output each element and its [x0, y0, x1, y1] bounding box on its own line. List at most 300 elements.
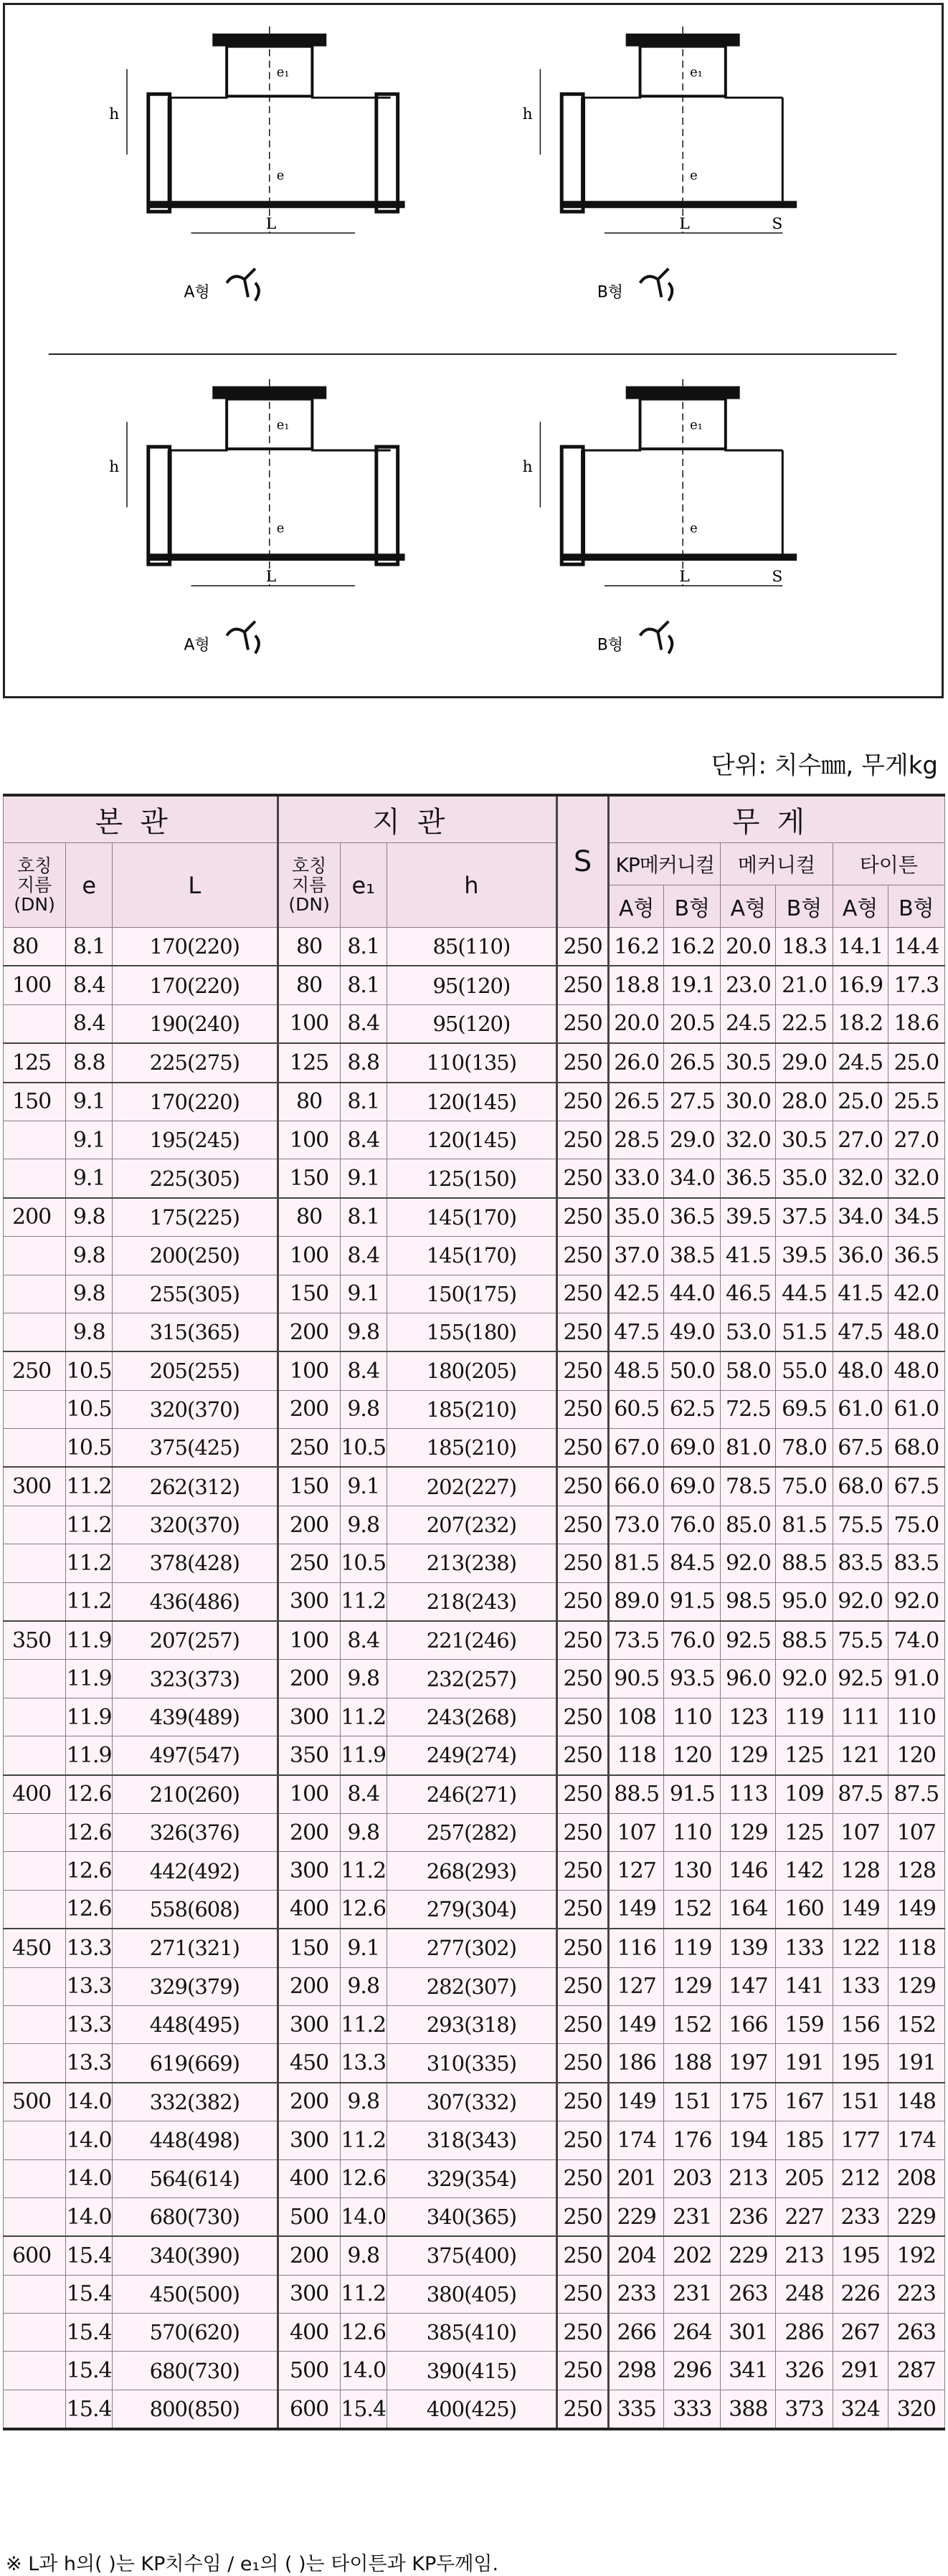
cell-tyton-b: 18.6	[888, 1004, 944, 1043]
cell-tyton-b: 208	[888, 2159, 944, 2197]
cell-mech-a: 341	[721, 2352, 776, 2390]
type-label: A형	[184, 636, 210, 655]
cell-dn	[4, 2352, 66, 2390]
cell-mech-b: 39.5	[776, 1237, 833, 1275]
cell-branch-h: 232(257)	[387, 1660, 556, 1698]
cell-s-value: 250	[557, 2083, 609, 2121]
cell-kp-mech-a: 60.5	[609, 1390, 664, 1428]
cell-branch-e1: 9.8	[340, 1313, 387, 1351]
cell-s-value: 250	[557, 1506, 609, 1544]
cell-main-L: 450(500)	[113, 2275, 278, 2313]
cell-tyton-a: 14.1	[833, 928, 888, 966]
cell-tyton-b: 192	[888, 2236, 944, 2275]
cell-main-L: 262(312)	[113, 1467, 278, 1506]
cell-s-value: 250	[557, 1967, 609, 2005]
table-row	[4, 2236, 945, 2275]
cell-branch-e1: 14.0	[340, 2352, 387, 2390]
cell-s-value: 250	[557, 2314, 609, 2352]
table-row	[4, 1198, 945, 1237]
cell-mech-a: 129	[721, 1813, 776, 1851]
cell-dn: 125	[4, 1043, 66, 1082]
header-main-pipe: 본관	[4, 795, 278, 843]
cell-tyton-a: 291	[833, 2352, 888, 2390]
cell-tyton-a: 83.5	[833, 1544, 888, 1582]
cell-s-value: 250	[557, 1775, 609, 1814]
cell-kp-mech-a: 35.0	[609, 1198, 664, 1237]
cell-tyton-b: 36.5	[888, 1237, 944, 1275]
cell-main-L: 680(730)	[113, 2352, 278, 2390]
cell-kp-mech-b: 110	[664, 1698, 721, 1736]
cell-mech-b: 141	[776, 1967, 833, 2005]
cell-branch-h: 185(210)	[387, 1390, 556, 1428]
header-kp-mechanical: KP메커니컬	[609, 843, 721, 885]
header-type-a: A형	[609, 885, 664, 928]
cell-branch-e1: 8.1	[340, 966, 387, 1004]
cell-main-e: 13.3	[66, 1929, 113, 1967]
cell-s-value: 250	[557, 1275, 609, 1313]
cell-kp-mech-b: 151	[664, 2083, 721, 2121]
cell-main-L: 315(365)	[113, 1313, 278, 1351]
cell-tyton-a: 122	[833, 1929, 888, 1967]
table-row	[4, 1890, 945, 1929]
header-tyton: 타이튼	[833, 843, 944, 885]
cell-s-value: 250	[557, 1852, 609, 1890]
header-type-b: B형	[888, 885, 944, 928]
cell-mech-b: 95.0	[776, 1582, 833, 1621]
nominal-line-3: (DN)	[288, 894, 330, 915]
cell-branch-h: 268(293)	[387, 1852, 556, 1890]
cell-tyton-b: 129	[888, 1967, 944, 2005]
header-h: h	[387, 843, 556, 928]
cell-tyton-b: 91.0	[888, 1660, 944, 1698]
dim-h-label: h	[109, 105, 120, 124]
cell-branch-e1: 12.6	[340, 2314, 387, 2352]
cell-branch-h: 249(274)	[387, 1736, 556, 1775]
cell-kp-mech-b: 93.5	[664, 1660, 721, 1698]
cell-branch-h: 221(246)	[387, 1621, 556, 1660]
cell-kp-mech-a: 229	[609, 2197, 664, 2236]
cell-branch-dn: 80	[278, 1083, 340, 1121]
cell-main-L: 448(495)	[113, 2005, 278, 2043]
cell-branch-e1: 9.1	[340, 1929, 387, 1967]
cell-branch-e1: 10.5	[340, 1544, 387, 1582]
cell-mech-b: 44.5	[776, 1275, 833, 1313]
cell-s-value: 250	[557, 1043, 609, 1082]
cell-main-e: 14.0	[66, 2159, 113, 2197]
nominal-line-1: 호칭	[16, 855, 52, 876]
cell-kp-mech-b: 119	[664, 1929, 721, 1967]
cell-branch-dn: 500	[278, 2352, 340, 2390]
cell-tyton-a: 149	[833, 1890, 888, 1929]
cell-branch-dn: 600	[278, 2390, 340, 2429]
table-row	[4, 1775, 945, 1814]
cell-main-L: 326(376)	[113, 1813, 278, 1851]
table-row	[4, 2005, 945, 2043]
cell-dn	[4, 2275, 66, 2313]
cell-dn	[4, 1967, 66, 2005]
table-row	[4, 1813, 945, 1851]
cell-mech-b: 92.0	[776, 1660, 833, 1698]
nominal-line-2: 지름	[291, 875, 327, 895]
cell-dn	[4, 1004, 66, 1043]
cell-main-e: 15.4	[66, 2352, 113, 2390]
cell-tyton-a: 24.5	[833, 1043, 888, 1082]
cell-mech-b: 109	[776, 1775, 833, 1814]
cell-branch-dn: 150	[278, 1467, 340, 1506]
cell-branch-e1: 8.1	[340, 1083, 387, 1121]
cell-branch-e1: 11.2	[340, 2005, 387, 2043]
cell-main-e: 10.5	[66, 1390, 113, 1428]
cell-mech-a: 96.0	[721, 1660, 776, 1698]
cell-kp-mech-a: 107	[609, 1813, 664, 1851]
cell-branch-h: 85(110)	[387, 928, 556, 966]
cell-mech-b: 22.5	[776, 1004, 833, 1043]
table-row	[4, 1390, 945, 1428]
cell-s-value: 250	[557, 1698, 609, 1736]
cell-branch-h: 185(210)	[387, 1429, 556, 1468]
cell-tyton-b: 74.0	[888, 1621, 944, 1660]
cell-mech-a: 129	[721, 1736, 776, 1775]
cell-branch-e1: 9.8	[340, 1813, 387, 1851]
cell-main-e: 14.0	[66, 2197, 113, 2236]
cell-dn: 600	[4, 2236, 66, 2275]
main-outline	[170, 450, 391, 557]
cell-main-L: 340(390)	[113, 2236, 278, 2275]
cell-s-value: 250	[557, 1621, 609, 1660]
cell-kp-mech-b: 129	[664, 1967, 721, 2005]
cell-tyton-b: 14.4	[888, 928, 944, 966]
dim-e-label: e	[690, 168, 698, 184]
cell-dn: 200	[4, 1198, 66, 1237]
cell-kp-mech-a: 67.0	[609, 1429, 664, 1468]
table-row	[4, 1621, 945, 1660]
cell-dn: 450	[4, 1929, 66, 1967]
cell-kp-mech-a: 73.0	[609, 1506, 664, 1544]
cell-kp-mech-b: 29.0	[664, 1121, 721, 1159]
cell-kp-mech-b: 44.0	[664, 1275, 721, 1313]
cell-branch-e1: 9.1	[340, 1467, 387, 1506]
cell-tyton-b: 17.3	[888, 966, 944, 1004]
cell-tyton-a: 25.0	[833, 1083, 888, 1121]
cell-kp-mech-b: 50.0	[664, 1351, 721, 1390]
cell-tyton-a: 233	[833, 2197, 888, 2236]
cell-mech-b: 18.3	[776, 928, 833, 966]
cell-tyton-a: 75.5	[833, 1506, 888, 1544]
cell-dn	[4, 1237, 66, 1275]
cell-mech-b: 37.5	[776, 1198, 833, 1237]
cell-branch-e1: 8.4	[340, 1621, 387, 1660]
cell-mech-a: 197	[721, 2044, 776, 2083]
table-row	[4, 2121, 945, 2159]
dim-L-label: L	[679, 567, 690, 586]
cell-branch-h: 180(205)	[387, 1351, 556, 1390]
cell-mech-a: 23.0	[721, 966, 776, 1004]
cell-branch-e1: 14.0	[340, 2197, 387, 2236]
header-mechanical: 메커니컬	[721, 843, 833, 885]
cell-tyton-a: 41.5	[833, 1275, 888, 1313]
cell-mech-b: 81.5	[776, 1506, 833, 1544]
cell-main-L: 564(614)	[113, 2159, 278, 2197]
left-socket	[561, 94, 583, 212]
cell-tyton-b: 25.0	[888, 1043, 944, 1082]
cell-s-value: 250	[557, 928, 609, 966]
cell-kp-mech-a: 16.2	[609, 928, 664, 966]
cell-mech-b: 78.0	[776, 1429, 833, 1468]
cell-branch-h: 246(271)	[387, 1775, 556, 1814]
cell-dn	[4, 2005, 66, 2043]
cell-dn	[4, 1159, 66, 1198]
cell-mech-b: 133	[776, 1929, 833, 1967]
cell-kp-mech-b: 130	[664, 1852, 721, 1890]
cell-tyton-b: 68.0	[888, 1429, 944, 1468]
cell-dn	[4, 1429, 66, 1468]
cell-s-value: 250	[557, 2352, 609, 2390]
table-row	[4, 1467, 945, 1506]
cell-mech-a: 123	[721, 1698, 776, 1736]
cell-dn: 250	[4, 1351, 66, 1390]
cell-mech-b: 205	[776, 2159, 833, 2197]
cell-branch-h: 145(170)	[387, 1237, 556, 1275]
cell-main-L: 439(489)	[113, 1698, 278, 1736]
cell-dn	[4, 1698, 66, 1736]
cell-mech-b: 28.0	[776, 1083, 833, 1121]
cell-mech-b: 55.0	[776, 1351, 833, 1390]
cell-main-L: 448(498)	[113, 2121, 278, 2159]
cell-tyton-a: 27.0	[833, 1121, 888, 1159]
cell-s-value: 250	[557, 2197, 609, 2236]
nominal-line-2: 지름	[16, 875, 52, 895]
cell-branch-dn: 200	[278, 2083, 340, 2121]
cell-main-e: 11.2	[66, 1467, 113, 1506]
cell-mech-b: 373	[776, 2390, 833, 2429]
cell-mech-b: 125	[776, 1813, 833, 1851]
table-row	[4, 1275, 945, 1313]
cell-kp-mech-a: 18.8	[609, 966, 664, 1004]
cell-main-L: 175(225)	[113, 1198, 278, 1237]
cell-main-L: 170(220)	[113, 966, 278, 1004]
cell-main-e: 15.4	[66, 2275, 113, 2313]
cell-mech-a: 301	[721, 2314, 776, 2352]
cell-mech-b: 35.0	[776, 1159, 833, 1198]
cell-branch-dn: 300	[278, 1698, 340, 1736]
cell-s-value: 250	[557, 1890, 609, 1929]
cell-branch-h: 400(425)	[387, 2390, 556, 2429]
left-socket	[561, 447, 583, 564]
cell-branch-dn: 350	[278, 1736, 340, 1775]
cell-main-e: 9.8	[66, 1198, 113, 1237]
header-L: L	[113, 843, 278, 928]
cell-tyton-a: 47.5	[833, 1313, 888, 1351]
cell-kp-mech-a: 48.5	[609, 1351, 664, 1390]
cell-branch-h: 95(120)	[387, 966, 556, 1004]
cell-mech-b: 21.0	[776, 966, 833, 1004]
cell-kp-mech-b: 69.0	[664, 1429, 721, 1468]
cell-main-e: 12.6	[66, 1813, 113, 1851]
cell-main-L: 329(379)	[113, 1967, 278, 2005]
table-row	[4, 2352, 945, 2390]
cell-tyton-a: 32.0	[833, 1159, 888, 1198]
nominal-line-3: (DN)	[14, 894, 55, 915]
tee-variant-4	[523, 379, 797, 655]
cell-branch-dn: 400	[278, 2159, 340, 2197]
cell-mech-b: 191	[776, 2044, 833, 2083]
cell-tyton-b: 148	[888, 2083, 944, 2121]
cell-branch-h: 95(120)	[387, 1004, 556, 1043]
cell-tyton-a: 195	[833, 2236, 888, 2275]
dim-S-label: S	[772, 215, 783, 234]
cell-mech-a: 146	[721, 1852, 776, 1890]
cell-mech-b: 326	[776, 2352, 833, 2390]
cell-branch-e1: 11.2	[340, 1698, 387, 1736]
cell-kp-mech-b: 152	[664, 1890, 721, 1929]
cell-main-L: 323(373)	[113, 1660, 278, 1698]
cell-branch-e1: 12.6	[340, 1890, 387, 1929]
cell-main-e: 11.9	[66, 1698, 113, 1736]
cell-kp-mech-b: 34.0	[664, 1159, 721, 1198]
header-type-a: A형	[833, 885, 888, 928]
tee-diagram-figure	[3, 3, 944, 698]
table-row	[4, 966, 945, 1004]
cell-branch-e1: 9.8	[340, 1390, 387, 1428]
nominal-line-1: 호칭	[291, 855, 327, 876]
dim-L-label: L	[679, 215, 690, 234]
cell-tyton-a: 156	[833, 2005, 888, 2043]
table-row	[4, 1159, 945, 1198]
cell-main-L: 170(220)	[113, 1083, 278, 1121]
table-row	[4, 1660, 945, 1698]
cell-kp-mech-a: 26.0	[609, 1043, 664, 1082]
table-row	[4, 1313, 945, 1351]
table-row	[4, 1852, 945, 1890]
cell-kp-mech-a: 26.5	[609, 1083, 664, 1121]
cell-branch-dn: 200	[278, 1390, 340, 1428]
cell-tyton-b: 75.0	[888, 1506, 944, 1544]
cell-mech-a: 32.0	[721, 1121, 776, 1159]
cell-main-e: 14.0	[66, 2083, 113, 2121]
cell-mech-a: 98.5	[721, 1582, 776, 1621]
cell-main-L: 436(486)	[113, 1582, 278, 1621]
cell-mech-a: 41.5	[721, 1237, 776, 1275]
cell-dn: 400	[4, 1775, 66, 1814]
cell-s-value: 250	[557, 2236, 609, 2275]
cell-mech-b: 119	[776, 1698, 833, 1736]
cell-mech-b: 142	[776, 1852, 833, 1890]
tee-diagrams	[5, 5, 942, 696]
table-row	[4, 2314, 945, 2352]
cell-main-L: 200(250)	[113, 1237, 278, 1275]
cell-kp-mech-b: 296	[664, 2352, 721, 2390]
footnote: ※ L과 h의( )는 KP치수임 / e₁의 ( )는 타이튼과 KP두께임.	[6, 2553, 499, 2575]
cell-main-e: 14.0	[66, 2121, 113, 2159]
cell-tyton-a: 75.5	[833, 1621, 888, 1660]
cell-tyton-b: 34.5	[888, 1198, 944, 1237]
dim-h-label: h	[109, 457, 120, 476]
table-row	[4, 1506, 945, 1544]
cell-branch-dn: 400	[278, 2314, 340, 2352]
right-socket	[376, 94, 398, 212]
cell-kp-mech-a: 118	[609, 1736, 664, 1775]
cell-branch-h: 202(227)	[387, 1467, 556, 1506]
cell-main-L: 195(245)	[113, 1121, 278, 1159]
cell-branch-h: 243(268)	[387, 1698, 556, 1736]
table-row	[4, 2390, 945, 2429]
cell-branch-dn: 250	[278, 1429, 340, 1468]
cell-branch-e1: 8.4	[340, 1237, 387, 1275]
cell-branch-e1: 9.8	[340, 1967, 387, 2005]
dim-L-label: L	[265, 215, 277, 234]
cell-tyton-a: 107	[833, 1813, 888, 1851]
cell-kp-mech-b: 176	[664, 2121, 721, 2159]
cell-main-e: 13.3	[66, 1967, 113, 2005]
cell-main-e: 9.8	[66, 1237, 113, 1275]
cell-main-L: 570(620)	[113, 2314, 278, 2352]
cell-kp-mech-a: 37.0	[609, 1237, 664, 1275]
cell-mech-a: 147	[721, 1967, 776, 2005]
cell-branch-dn: 150	[278, 1159, 340, 1198]
cell-branch-dn: 100	[278, 1621, 340, 1660]
cell-branch-h: 218(243)	[387, 1582, 556, 1621]
cell-kp-mech-b: 69.0	[664, 1467, 721, 1506]
cell-kp-mech-b: 76.0	[664, 1506, 721, 1544]
cell-tyton-a: 151	[833, 2083, 888, 2121]
cell-branch-h: 277(302)	[387, 1929, 556, 1967]
cell-tyton-a: 212	[833, 2159, 888, 2197]
table-row	[4, 1043, 945, 1082]
cell-mech-b: 248	[776, 2275, 833, 2313]
cell-kp-mech-b: 120	[664, 1736, 721, 1775]
cell-kp-mech-a: 81.5	[609, 1544, 664, 1582]
cell-tyton-b: 149	[888, 1890, 944, 1929]
cell-tyton-b: 287	[888, 2352, 944, 2390]
cell-s-value: 250	[557, 1813, 609, 1851]
cell-branch-dn: 450	[278, 2044, 340, 2083]
cell-kp-mech-b: 20.5	[664, 1004, 721, 1043]
table-row	[4, 1698, 945, 1736]
cell-tyton-a: 18.2	[833, 1004, 888, 1043]
cell-branch-h: 329(354)	[387, 2159, 556, 2197]
cell-mech-a: 72.5	[721, 1390, 776, 1428]
cell-mech-b: 185	[776, 2121, 833, 2159]
header-nominal-main	[4, 843, 66, 928]
cell-branch-h: 150(175)	[387, 1275, 556, 1313]
tee-spec-table	[3, 794, 945, 2430]
cell-branch-h: 318(343)	[387, 2121, 556, 2159]
cell-mech-a: 53.0	[721, 1313, 776, 1351]
cell-main-e: 10.5	[66, 1429, 113, 1468]
cell-main-L: 225(305)	[113, 1159, 278, 1198]
cell-mech-a: 175	[721, 2083, 776, 2121]
dim-e-label: e	[276, 168, 285, 184]
cell-kp-mech-b: 188	[664, 2044, 721, 2083]
cell-branch-h: 155(180)	[387, 1313, 556, 1351]
type-label: B형	[597, 283, 624, 302]
joint-symbol	[640, 269, 673, 301]
right-socket	[376, 447, 398, 564]
cell-kp-mech-b: 76.0	[664, 1621, 721, 1660]
cell-branch-e1: 8.1	[340, 928, 387, 966]
cell-branch-dn: 200	[278, 1660, 340, 1698]
cell-tyton-b: 87.5	[888, 1775, 944, 1814]
cell-branch-h: 145(170)	[387, 1198, 556, 1237]
cell-dn	[4, 1275, 66, 1313]
cell-main-e: 8.4	[66, 966, 113, 1004]
cell-main-L: 442(492)	[113, 1852, 278, 1890]
cell-branch-h: 110(135)	[387, 1043, 556, 1082]
cell-branch-e1: 8.8	[340, 1043, 387, 1082]
cell-s-value: 250	[557, 966, 609, 1004]
cell-mech-a: 85.0	[721, 1506, 776, 1544]
cell-branch-dn: 100	[278, 1121, 340, 1159]
